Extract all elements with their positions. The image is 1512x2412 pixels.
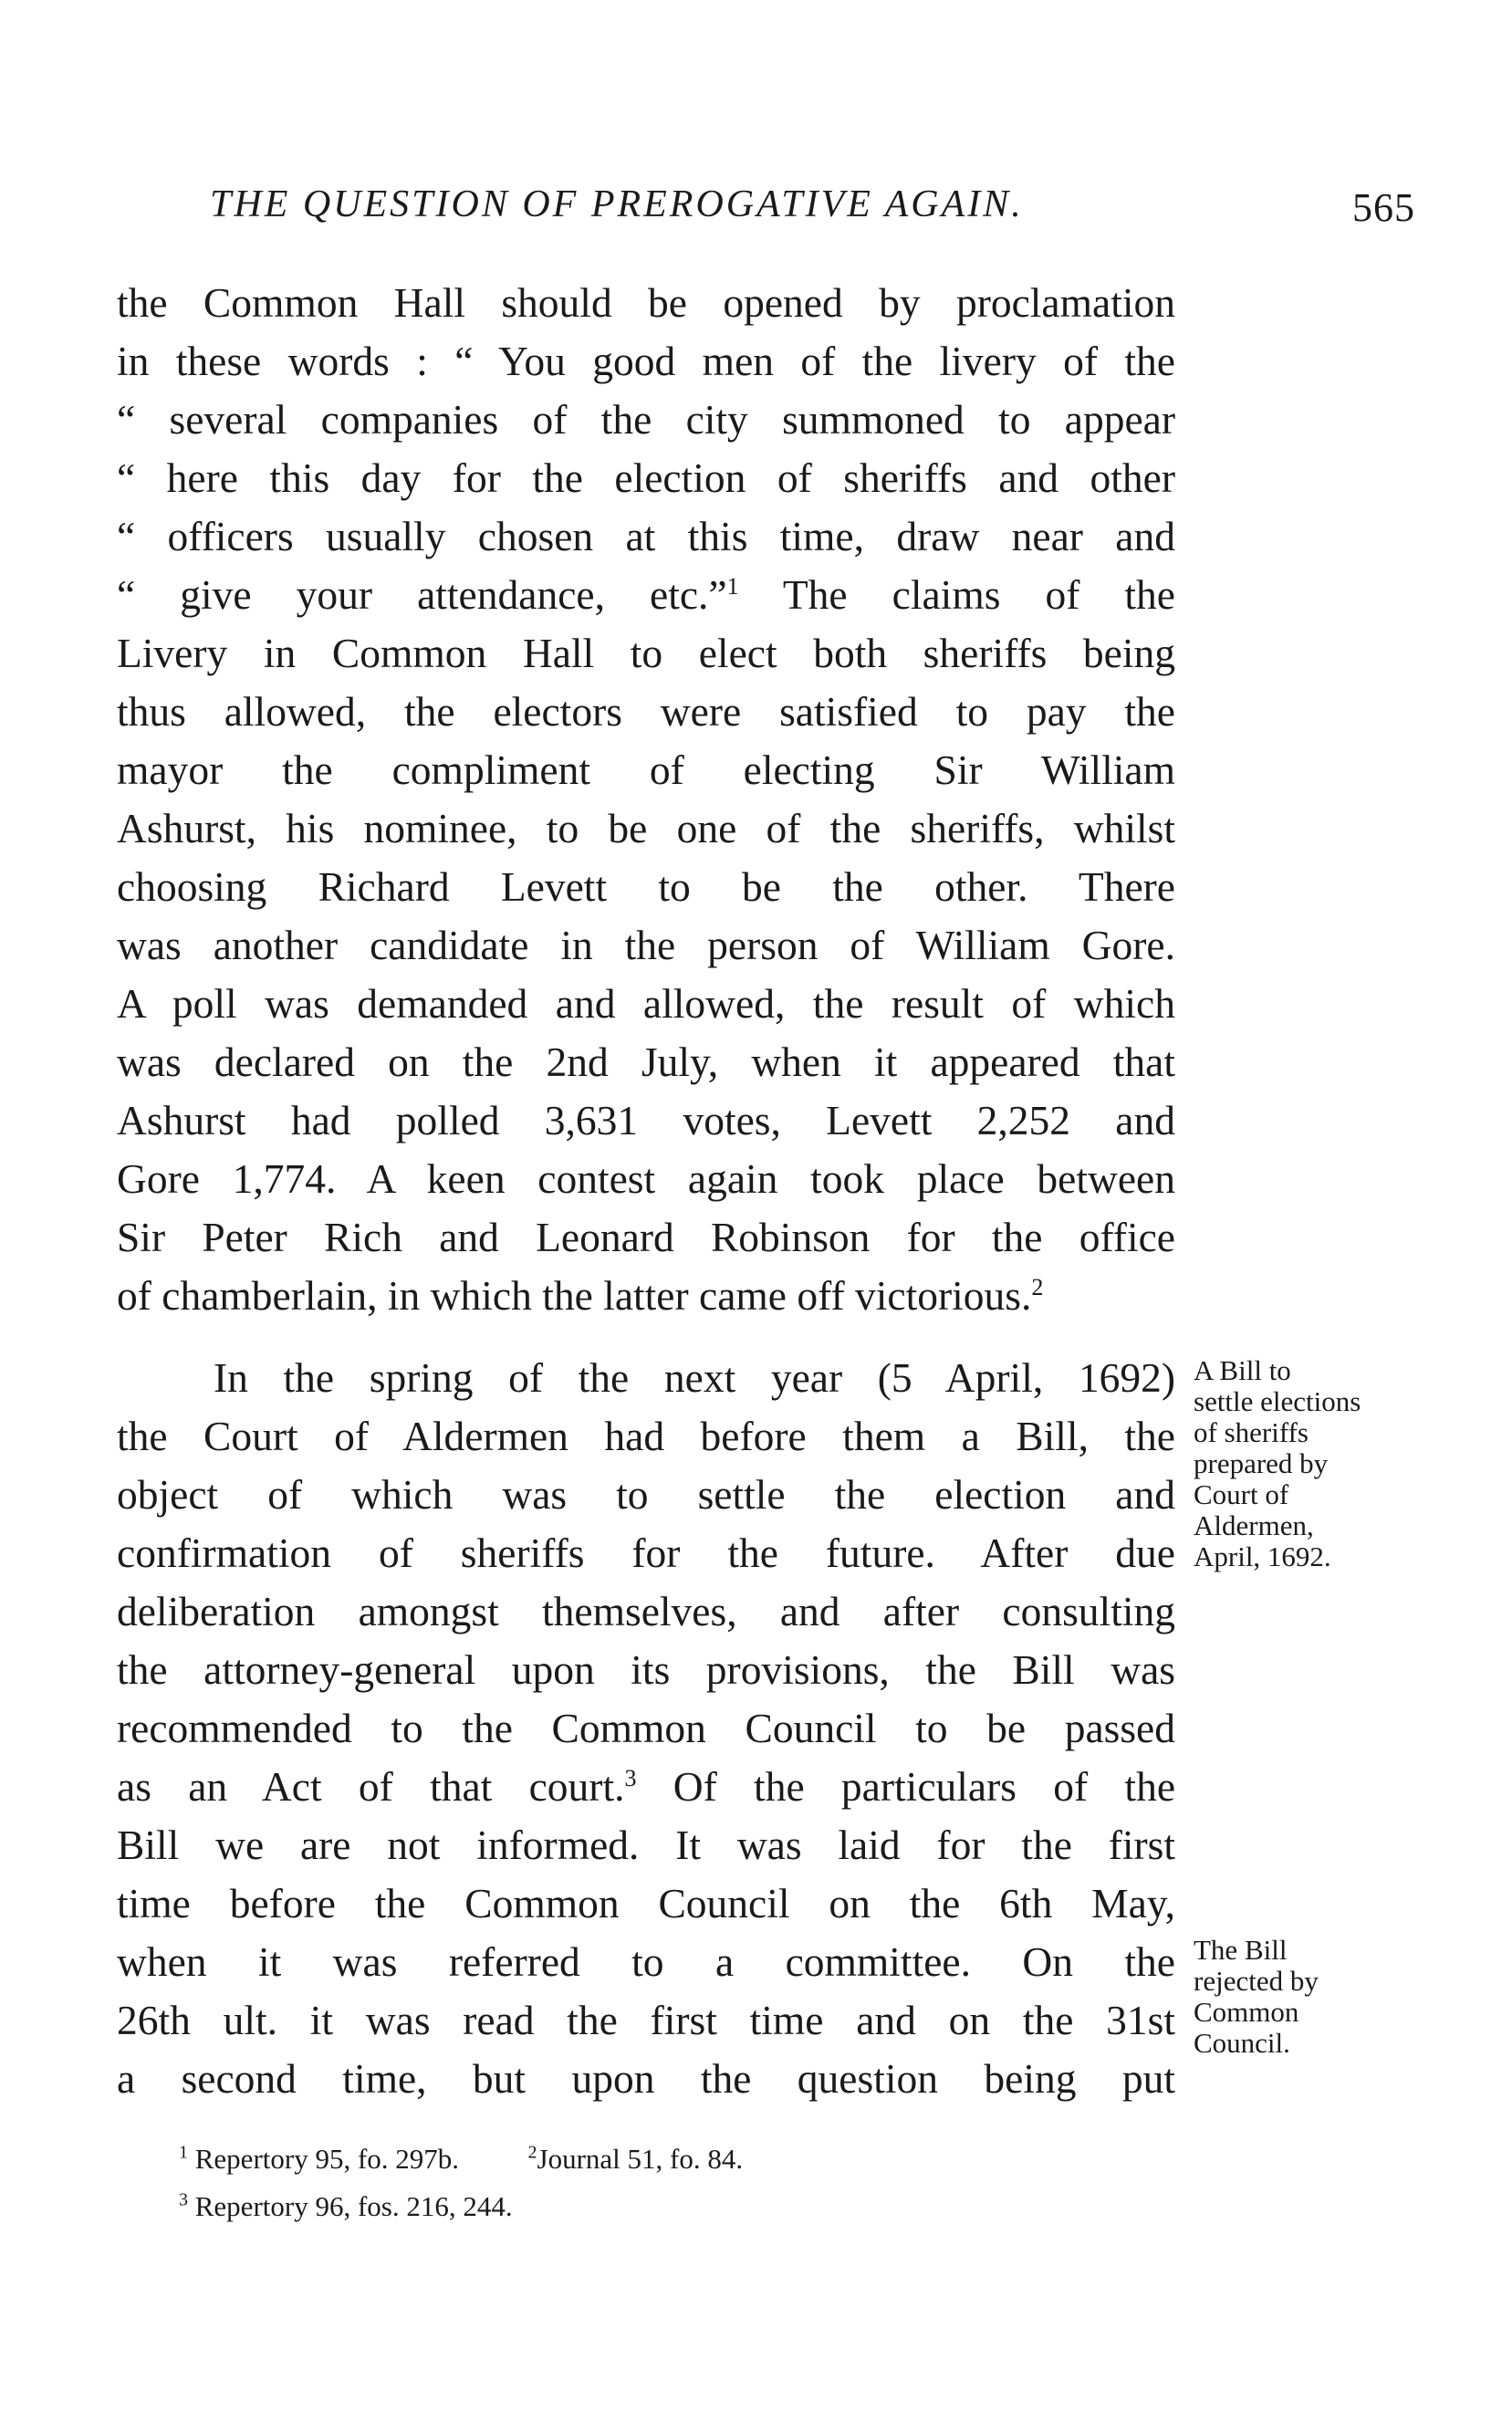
footnote-ref-2: 2 <box>1031 1273 1044 1300</box>
text-line: deliberation amongst themselves, and after consulting <box>117 1588 1175 1634</box>
text-line-with-footnote <box>117 566 1175 624</box>
text-segment: The claims of the <box>782 571 1176 618</box>
text-line: recommended to the Common Council to be passed <box>117 1705 1175 1751</box>
footnote-line <box>179 2183 1091 2230</box>
sidenote-bill-rejected <box>1194 1935 1467 2059</box>
paragraph-1 <box>117 274 1175 1325</box>
footnote-mark: 1 <box>179 2142 188 2163</box>
footnote-text: Journal 51, fo. 84. <box>537 2143 744 2175</box>
text-line: when it was referred to a committee. On the <box>117 1938 1175 1985</box>
text-line: Ashurst, his nominee, to be one of the sheriffs, whilst <box>117 805 1175 851</box>
text-segment: of chamberlain, in which the latter came off victorious. <box>117 1272 1032 1319</box>
body-text <box>117 274 1175 2108</box>
text-line: thus allowed, the electors were satisfied to pay the <box>117 688 1175 735</box>
text-line-with-footnote <box>117 1758 1175 1816</box>
text-segment: as an Act of that court. <box>117 1763 625 1810</box>
text-line: choosing Richard Levett to be the other. There <box>117 863 1175 910</box>
text-segment: Of the particulars of the <box>673 1763 1176 1810</box>
footnote-text: Repertory 95, fo. 297b. <box>194 2143 460 2175</box>
sidenote-line: Court of <box>1194 1478 1289 1510</box>
text-line: the attorney-general upon its provisions, the Bill was <box>117 1646 1175 1693</box>
text-line: Sir Peter Rich and Leonard Robinson for the office <box>117 1214 1175 1260</box>
text-line: A poll was demanded and allowed, the result of which <box>117 980 1175 1027</box>
paragraph-2 <box>117 1349 1175 2108</box>
text-line: the Court of Aldermen had before them a Bill, the <box>117 1413 1175 1459</box>
sidenote-line: rejected by <box>1194 1965 1319 1997</box>
text-line-with-footnote <box>117 1267 1175 1325</box>
text-line: time before the Common Council on the 6th May, <box>117 1880 1175 1926</box>
text-line: a second time, but upon the question being put <box>117 2055 1175 2102</box>
footnote-line <box>179 2135 1091 2183</box>
text-line: Livery in Common Hall to elect both sheriffs being <box>117 630 1175 676</box>
text-line: mayor the compliment of electing Sir William <box>117 747 1175 793</box>
footnote-ref-1: 1 <box>726 572 739 600</box>
running-head: THE QUESTION OF PREROGATIVE AGAIN. <box>210 183 1024 225</box>
text-line: was declared on the 2nd July, when it appeared that <box>117 1039 1175 1085</box>
footnote-mark: 3 <box>179 2189 188 2210</box>
text-line: 26th ult. it was read the first time and on the 31st <box>117 1997 1175 2043</box>
page-header <box>0 183 1512 237</box>
footnote-ref-3: 3 <box>624 1764 637 1791</box>
text-line: “ here this day for the election of sheriffs and other <box>117 454 1175 501</box>
text-segment: “ give your attendance, etc.” <box>117 571 727 618</box>
text-line: Gore 1,774. A keen contest again took place between <box>117 1155 1175 1202</box>
footnote-mark: 2 <box>527 2142 537 2163</box>
text-line: “ several companies of the city summoned to appear <box>117 396 1175 443</box>
sidenote-line: of sheriffs <box>1194 1416 1309 1448</box>
sidenote-line: The Bill <box>1194 1934 1288 1966</box>
text-line: was another candidate in the person of William Gore. <box>117 922 1175 968</box>
text-line: the Common Hall should be opened by proclamation <box>117 279 1175 326</box>
sidenote-line: Council. <box>1194 2027 1290 2059</box>
sidenote-line: Common <box>1194 1996 1299 2028</box>
sidenote-line: prepared by <box>1194 1447 1329 1479</box>
sidenote-bill-prepared <box>1194 1355 1467 1572</box>
page-number: 565 <box>1352 185 1415 230</box>
text-line: In the spring of the next year (5 April, 1692) <box>214 1354 1175 1401</box>
text-line: confirmation of sheriffs for the future. After due <box>117 1530 1175 1576</box>
text-line: object of which was to settle the election and <box>117 1471 1175 1518</box>
sidenote-line: settle elections <box>1194 1385 1361 1417</box>
text-line: Bill we are not informed. It was laid for the first <box>117 1822 1175 1868</box>
text-line: in these words : “ You good men of the livery of the <box>117 338 1175 384</box>
footnotes <box>179 2135 1091 2230</box>
sidenote-line: A Bill to <box>1194 1354 1291 1386</box>
sidenote-line: Aldermen, <box>1194 1509 1314 1541</box>
text-line: Ashurst had polled 3,631 votes, Levett 2,252 and <box>117 1097 1175 1143</box>
footnote-text: Repertory 96, fos. 216, 244. <box>194 2190 513 2222</box>
text-line: “ officers usually chosen at this time, draw near and <box>117 513 1175 559</box>
sidenote-line: April, 1692. <box>1194 1540 1331 1572</box>
